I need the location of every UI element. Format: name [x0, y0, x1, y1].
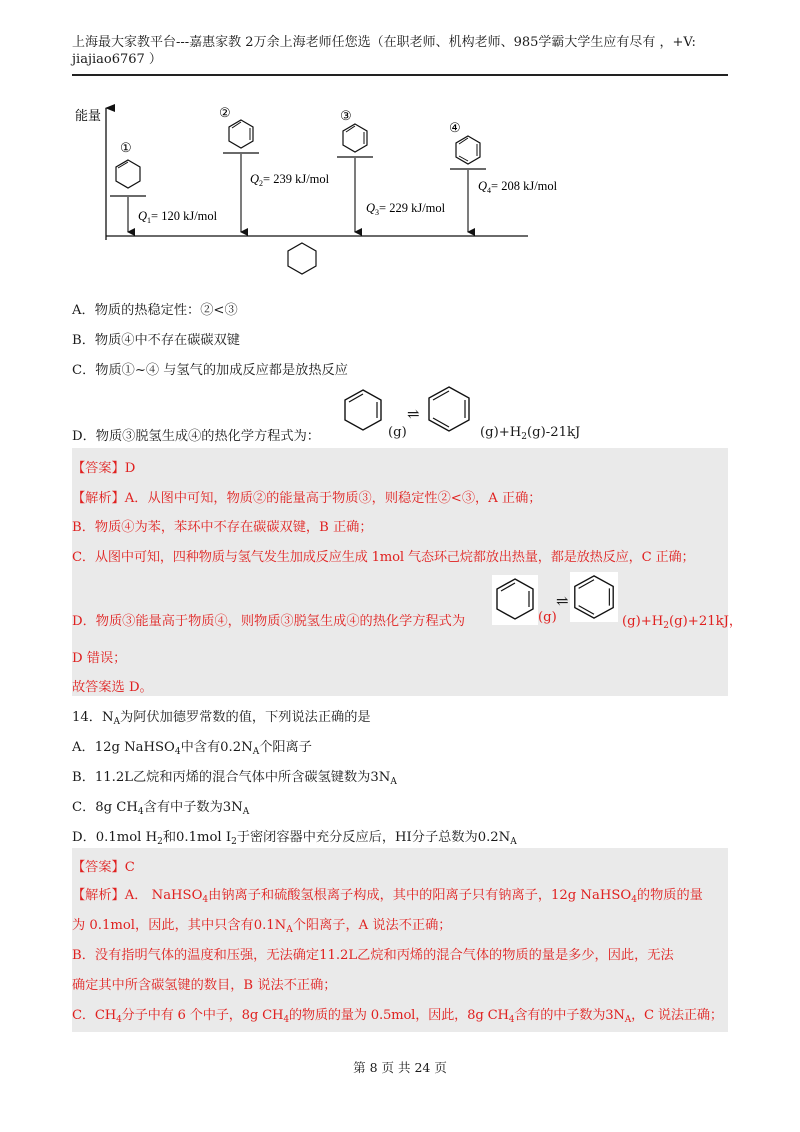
analysis-13-c: C．从图中可知，四种物质与氢气发生加成反应生成 1mol 气态环己烷都放出热量，都是放热反应，C 正确； [72, 550, 695, 565]
q13-d-gas: (g) [388, 425, 407, 440]
marker-4: ④ [449, 121, 461, 136]
molecule-1 [116, 160, 140, 188]
q14-stem: 14．$N_A$为阿伏加德罗常数的值，下列说法正确的是 [72, 710, 371, 727]
benzene-structure [424, 384, 474, 434]
q14-option-d: D．0.1mol $H_2$和0.1mol $I_2$于密闭容器中充分反应后，HI分子总数为$0.2N_A$ [72, 830, 517, 847]
analysis-14-b-line2: 确定其中所含碳氢键的数目，B 说法不正确； [72, 978, 337, 993]
q13-option-c: C．物质①~④ 与氢气的加成反应都是放热反应 [72, 363, 348, 378]
answer-13: 【答案】D [72, 461, 136, 476]
analysis-14-a-line1: 【解析】A． NaHSO$_4$由钠离子和硫酸氢根离子构成，其中的阳离子只有钠离子，12g NaHSO$_4$的物质的量 [72, 888, 703, 905]
analysis-14-c: C．$CH_4$分子中有 6 个中子，8g $CH_4$的物质的量为 0.5mol，因此，8g $CH_4$含有的中子数为$3N_A$，C 说法正确； [72, 1008, 723, 1025]
analysis-13-d-suffix: $(g)+H_2(g)+21kJ$， [622, 614, 743, 631]
analysis-14-a-line2: 为 0.1mol，因此，其中只含有$0.1N_A$个阳离子，A 说法不正确； [72, 918, 452, 935]
analysis-13-a: 【解析】A．从图中可知，物质②的能量高于物质③，则稳定性②<③，A 正确； [72, 491, 542, 506]
q13-d-equilibrium: ⇌ [407, 405, 420, 423]
cyclohexane [288, 243, 316, 274]
q4-label: $Q_4= 208$ kJ/mol [478, 179, 558, 195]
q14-option-b: B．11.2L乙烷和丙烯的混合气体中所含碳氢键数为$3N_A$ [72, 770, 397, 787]
marker-2: ② [219, 106, 231, 121]
q14-option-a: A．12g NaHSO$_4$中含有$0.2N_A$个阳离子 [72, 740, 312, 757]
q13-option-a: A．物质的热稳定性：②<③ [72, 303, 238, 318]
energy-axis-label: 能量 [75, 109, 102, 124]
answer-14: 【答案】C [72, 860, 135, 875]
analysis-13-b: B．物质④为苯，苯环中不存在碳碳双键，B 正确； [72, 520, 373, 535]
analysis-13-d-wrong: D 错误； [72, 651, 127, 666]
marker-3: ③ [340, 109, 352, 124]
q14-option-c: C．8g $CH_4$含有中子数为$3N_A$ [72, 800, 250, 817]
analysis-13-d-gas: (g) [538, 610, 557, 625]
header-line-1: 上海最大家教平台---嘉惠家教 2万余上海老师任您选（在职老师、机构老师、985学霸大学生应有尽有 ，+V: [72, 35, 696, 50]
energy-diagram [72, 100, 558, 275]
q3-label: $Q_3= 229$ kJ/mol [366, 201, 446, 217]
analysis-13-d-equilibrium: ⇌ [556, 592, 569, 610]
q2-label: $Q_2= 239$ kJ/mol [250, 172, 330, 188]
analysis-benzene-structure [570, 572, 618, 622]
q1-label: $Q_1= 120$ kJ/mol [138, 209, 218, 225]
q13-option-d-prefix: D．物质③脱氢生成④的热化学方程式为： [72, 429, 320, 444]
analysis-13-d: D．物质③能量高于物质④，则物质③脱氢生成④的热化学方程式为 [72, 614, 466, 629]
header-line-2: jiajiao6767 ） [72, 52, 162, 67]
cyclohexadiene-structure [340, 386, 386, 436]
analysis-cyclohexadiene-structure [492, 575, 538, 625]
q13-option-b: B．物质④中不存在碳碳双键 [72, 333, 240, 348]
page-header [72, 34, 732, 68]
marker-1: ① [120, 141, 132, 156]
q13-d-suffix: $(g)+H_2(g)-21kJ$ [480, 425, 581, 442]
molecule-4 [456, 136, 480, 164]
answer-13-panel [72, 448, 728, 696]
page-footer: 第 8 页 共 24 页 [353, 1060, 447, 1075]
molecule-3 [343, 124, 367, 152]
analysis-13-conclusion: 故答案选 D。 [72, 680, 153, 695]
molecule-2 [229, 120, 253, 148]
header-divider [72, 74, 728, 76]
analysis-14-b-line1: B．没有指明气体的温度和压强，无法确定11.2L乙烷和丙烯的混合气体的物质的量是多少，因此，无法 [72, 948, 674, 963]
